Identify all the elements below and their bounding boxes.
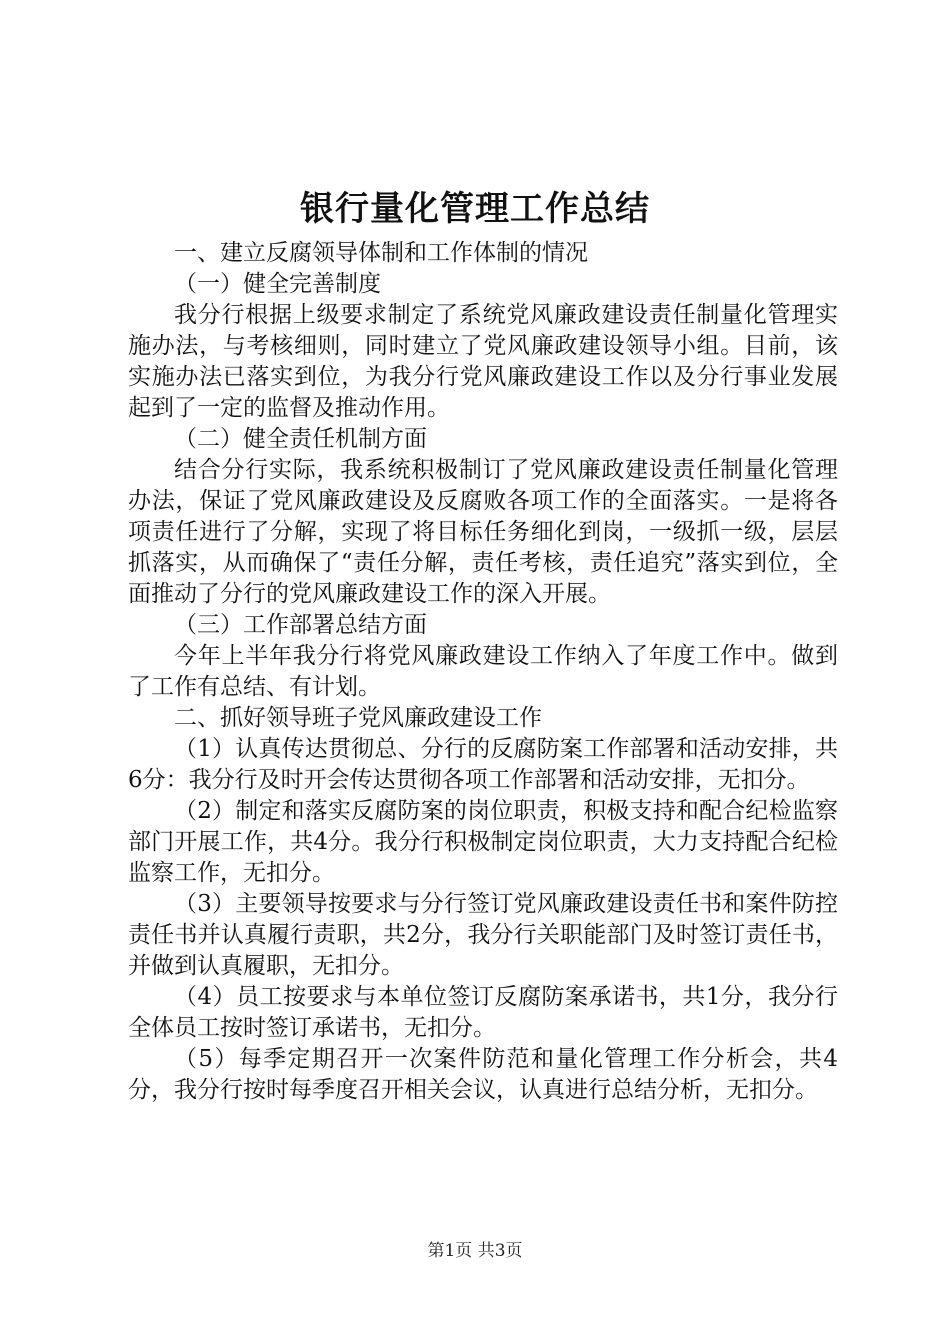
- paragraph: 我分行根据上级要求制定了系统党风廉政建设责任制量化管理实施办法，与考核细则，同时建立了党风廉政建设领导小组。目前，该实施办法已落实到位，为我分行党风廉政建设工作以及分行事业发展起到了一定的监督及推动作用。: [128, 302, 838, 421]
- list-item: （4）员工按要求与本单位签订反腐防案承诺书，共1分，我分行全体员工按时签订承诺书，无扣分。: [128, 984, 838, 1041]
- list-item: （3）主要领导按要求与分行签订党风廉政建设责任书和案件防控责任书并认真履行责职，共2分，我分行关职能部门及时签订责任书，并做到认真履职，无扣分。: [128, 891, 838, 979]
- subsection-heading-1: （一）健全完善制度: [174, 271, 381, 297]
- document-body: [128, 238, 838, 1106]
- subsection-heading-2: （二）健全责任机制方面: [174, 426, 427, 452]
- section-heading-1: 一、建立反腐领导体制和工作体制的情况: [174, 240, 588, 266]
- list-item: （5）每季定期召开一次案件防范和量化管理工作分析会，共4分，我分行按时每季度召开相关会议，认真进行总结分析，无扣分。: [128, 1046, 838, 1103]
- paragraph: 结合分行实际，我系统积极制订了党风廉政建设责任制量化管理办法，保证了党风廉政建设及反腐败各项工作的全面落实。一是将各项责任进行了分解，实现了将目标任务细化到岗，一级抓一级，层层抓落实，从而确保了“责任分解，责任考核，责任追究”落实到位，全面推动了分行的党风廉政建设工作的深入开展。: [128, 457, 838, 607]
- list-item: （1）认真传达贯彻总、分行的反腐防案工作部署和活动安排，共6分：我分行及时开会传达贯彻各项工作部署和活动安排，无扣分。: [128, 736, 838, 793]
- section-heading-2: 二、抓好领导班子党风廉政建设工作: [174, 705, 542, 731]
- document-title: 银行量化管理工作总结: [300, 189, 650, 229]
- list-item: （2）制定和落实反腐防案的岗位职责，积极支持和配合纪检监察部门开展工作，共4分。我分行积极制定岗位职责，大力支持配合纪检监察工作，无扣分。: [128, 798, 838, 886]
- paragraph: 今年上半年我分行将党风廉政建设工作纳入了年度工作中。做到了工作有总结、有计划。: [128, 643, 838, 700]
- subsection-heading-3: （三）工作部署总结方面: [174, 612, 427, 638]
- page-number-footer: 第1页 共3页: [427, 1241, 523, 1261]
